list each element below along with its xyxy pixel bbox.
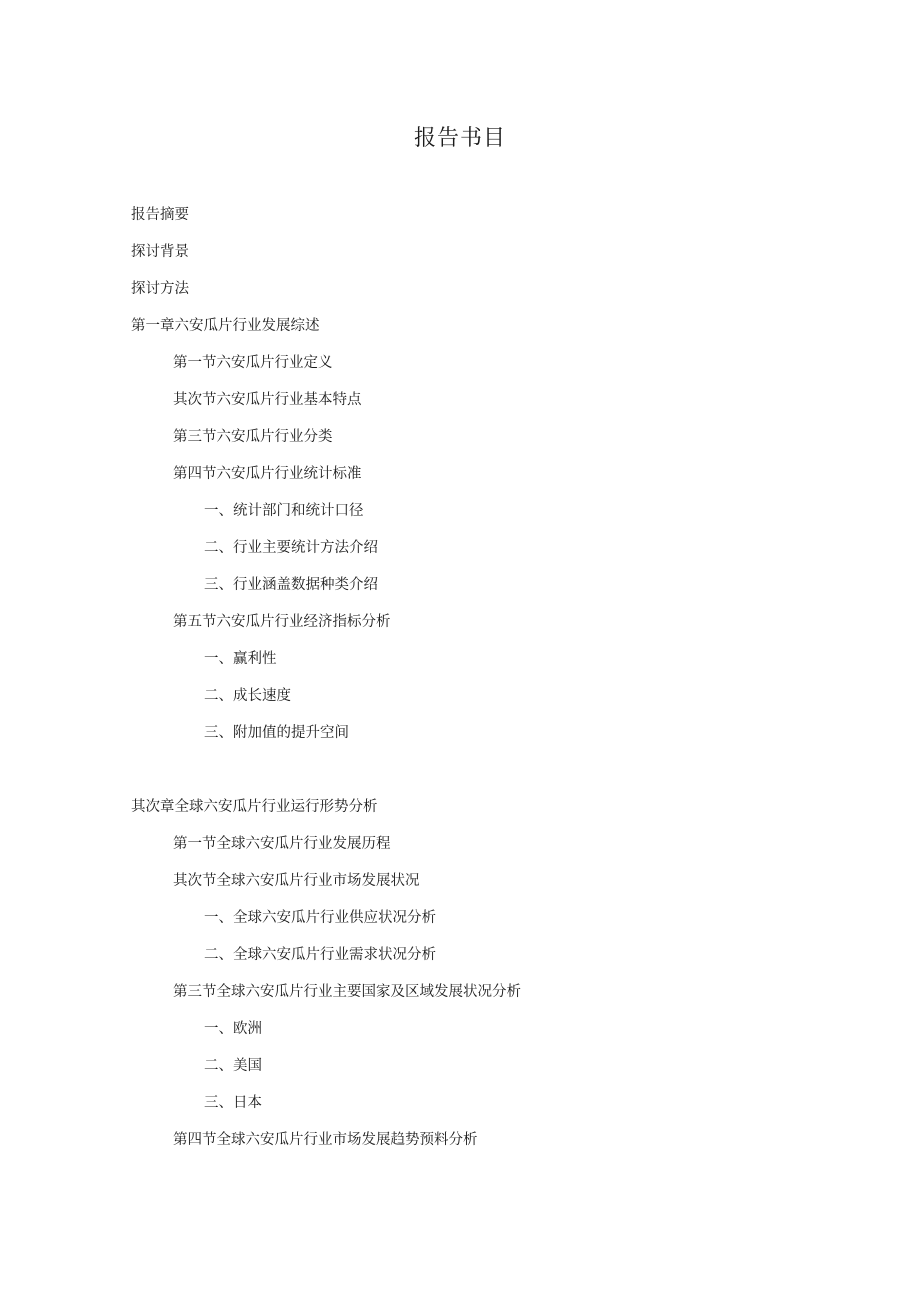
toc-item-1-4-3: 三、行业涵盖数据种类介绍 [204,577,378,593]
toc-section-2-1: 第一节全球六安瓜片行业发展历程 [173,836,391,852]
toc-section-1-1: 第一节六安瓜片行业定义 [173,355,333,371]
toc-item-1-5-1: 一、赢利性 [204,651,277,667]
toc-section-1-3: 第三节六安瓜片行业分类 [173,429,333,445]
toc-section-1-4: 第四节六安瓜片行业统计标准 [173,466,362,482]
toc-section-2-4: 第四节全球六安瓜片行业市场发展趋势预料分析 [173,1132,478,1148]
toc-section-2-2: 其次节全球六安瓜片行业市场发展状况 [173,873,420,889]
toc-chapter-1: 第一章六安瓜片行业发展综述 [131,318,320,334]
toc-entry-summary: 报告摘要 [131,207,189,223]
toc-section-2-3: 第三节全球六安瓜片行业主要国家及区域发展状况分析 [173,984,521,1000]
toc-item-2-3-3: 三、日本 [204,1095,262,1111]
toc-item-2-3-1: 一、欧洲 [204,1021,262,1037]
toc-item-1-4-1: 一、统计部门和统计口径 [204,503,364,519]
toc-entry-methods: 探讨方法 [131,281,189,297]
toc-item-2-2-2: 二、全球六安瓜片行业需求状况分析 [204,947,436,963]
toc-entry-background: 探讨背景 [131,244,189,260]
toc-item-1-5-2: 二、成长速度 [204,688,291,704]
toc-item-1-5-3: 三、附加值的提升空间 [204,725,349,741]
toc-item-2-2-1: 一、全球六安瓜片行业供应状况分析 [204,910,436,926]
toc-chapter-2: 其次章全球六安瓜片行业运行形势分析 [131,799,378,815]
toc-item-1-4-2: 二、行业主要统计方法介绍 [204,540,378,556]
toc-section-1-2: 其次节六安瓜片行业基本特点 [173,392,362,408]
toc-section-1-5: 第五节六安瓜片行业经济指标分析 [173,614,391,630]
page-title: 报告书目 [413,126,506,151]
toc-item-2-3-2: 二、美国 [204,1058,262,1074]
